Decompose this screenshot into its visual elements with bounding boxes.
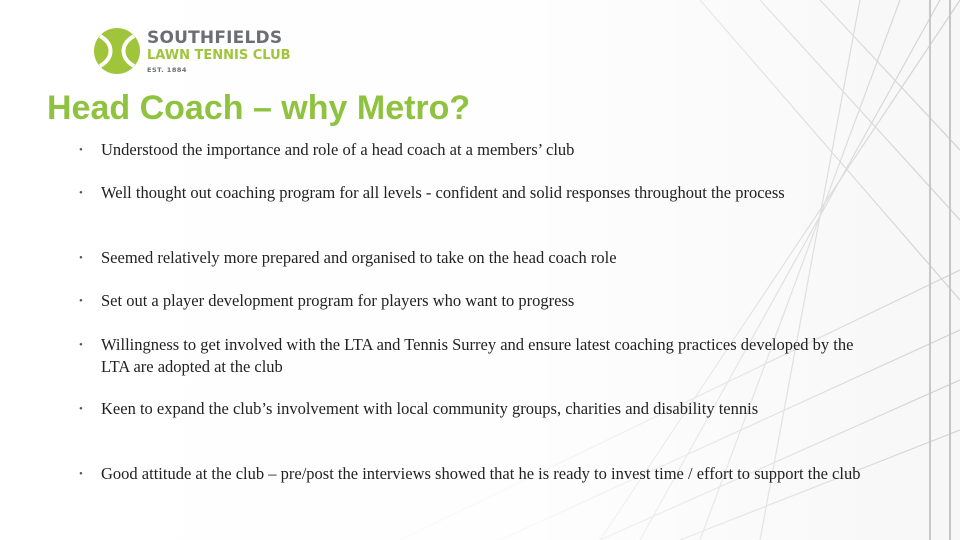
bullet-text: Keen to expand the club’s involvement with local community groups, charities and disability tennis (101, 399, 759, 418)
bullet-dot-icon: • (79, 403, 83, 415)
bullet-text: Well thought out coaching program for all levels - confident and solid responses throughout the process (101, 183, 785, 202)
logo-established: EST. 1884 (147, 66, 187, 74)
bullet-dot-icon: • (79, 187, 83, 199)
bullet-item (79, 463, 869, 485)
club-logo (92, 24, 292, 78)
bullet-dot-icon: • (79, 339, 83, 351)
bullet-dot-icon: • (79, 295, 83, 307)
bullet-item (79, 334, 869, 378)
bullet-item (79, 290, 869, 312)
bullet-item (79, 398, 869, 420)
bullet-text: Seemed relatively more prepared and organised to take on the head coach role (101, 248, 617, 267)
bullet-text: Willingness to get involved with the LTA and Tennis Surrey and ensure latest coaching practices developed by the LTA are adopted at the club (101, 335, 854, 376)
bullet-dot-icon: • (79, 252, 83, 264)
slide-title: Head Coach – why Metro? (47, 89, 471, 127)
logo-text (147, 30, 291, 74)
bullet-item (79, 247, 869, 269)
bullet-text: Understood the importance and role of a head coach at a members’ club (101, 140, 575, 159)
bullet-item (79, 139, 869, 161)
bullet-text: Good attitude at the club – pre/post the interviews showed that he is ready to invest time / effort to support the club (101, 464, 861, 483)
logo-club-name: SOUTHFIELDS (147, 28, 283, 48)
bullet-item (79, 182, 869, 204)
bullet-dot-icon: • (79, 468, 83, 480)
logo-subtitle: LAWN TENNIS CLUB (147, 48, 291, 63)
bullet-text: Set out a player development program for players who want to progress (101, 291, 575, 310)
bullet-dot-icon: • (79, 144, 83, 156)
tennis-ball-icon (92, 26, 142, 76)
